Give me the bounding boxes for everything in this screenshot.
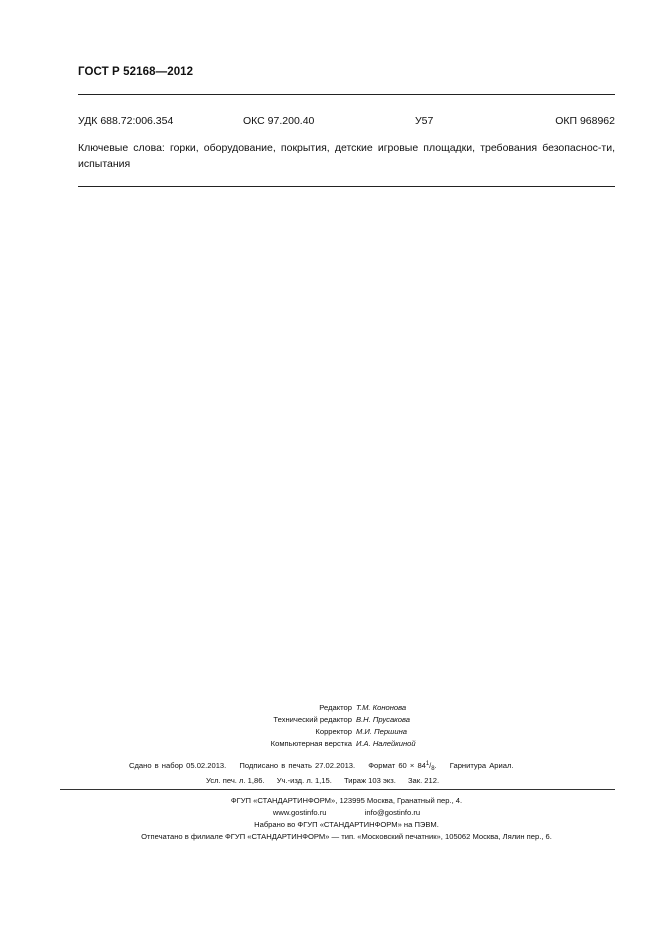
credit-name: И.А. Налейкиной [356,739,416,748]
organization-website: www.gostinfo.ru [272,808,327,817]
document-header: ГОСТ Р 52168—2012 [78,66,194,78]
set-date: Сдано в набор 05.02.2013. [129,761,227,770]
print-run: Тираж 103 экз. [343,776,396,785]
keywords-divider [78,186,615,187]
credit-row [78,726,615,738]
format-fraction: $^1/_8$ [425,761,435,772]
typeset-note: Набрано во ФГУП «СТАНДАРТИНФОРМ» на ПЭВМ. [254,820,439,829]
credit-role: Редактор [319,703,352,712]
credit-row [78,738,615,750]
classification-codes [78,115,615,127]
organization-address: ФГУП «СТАНДАРТИНФОРМ», 123995 Москва, Гранатный пер., 4. [230,796,463,805]
header-divider [78,94,615,95]
credit-row [78,714,615,726]
credit-role: Технический редактор [273,715,352,724]
group-code: У57 [415,115,434,127]
imprint-divider [60,789,615,790]
udk-code: УДК 688.72:006.354 [78,115,174,127]
keywords-text: Ключевые слова: горки, оборудование, покрытия, детские игровые площадки, требования безопаснос-ти, испытания [78,142,615,170]
credit-name: В.Н. Прусакова [356,715,410,724]
format-x: × 84 [409,761,426,770]
signed-date: Подписано в печать 27.02.2013. [239,761,356,770]
pub-sheets: Уч.-изд. л. 1,15. [276,776,332,785]
publication-line-1: Сдано в набор 05.02.2013. Подписано в печать 27.02.2013. Формат $60 \times 84^1/_8$. Гарнитура Ариал. [129,761,514,772]
credits-block [78,702,615,750]
publication-line-2 [78,775,615,787]
credit-role: Компьютерная верстка [270,739,352,748]
okp-code: ОКП 968962 [555,115,615,127]
credit-name: М.И. Першина [356,727,407,736]
organization-contacts [78,807,615,819]
organization-block [78,795,615,843]
credit-row [78,702,615,714]
font-name: Гарнитура Ариал. [449,761,514,770]
order-number: Зак. 212. [407,776,440,785]
credit-role: Корректор [315,727,352,736]
format-prefix: Формат 60 [368,761,407,770]
printing-note: Отпечатано в филиале ФГУП «СТАНДАРТИНФОРМ» — тип. «Московский печатник», 105062 Москва, Лялин пер., 6. [141,832,552,841]
print-sheets: Усл. печ. л. 1,86. [206,776,265,785]
publication-details [78,758,615,787]
organization-email: info@gostinfo.ru [364,808,421,817]
oks-code: ОКС 97.200.40 [243,115,315,127]
credit-name: Т.М. Кононова [356,703,407,712]
